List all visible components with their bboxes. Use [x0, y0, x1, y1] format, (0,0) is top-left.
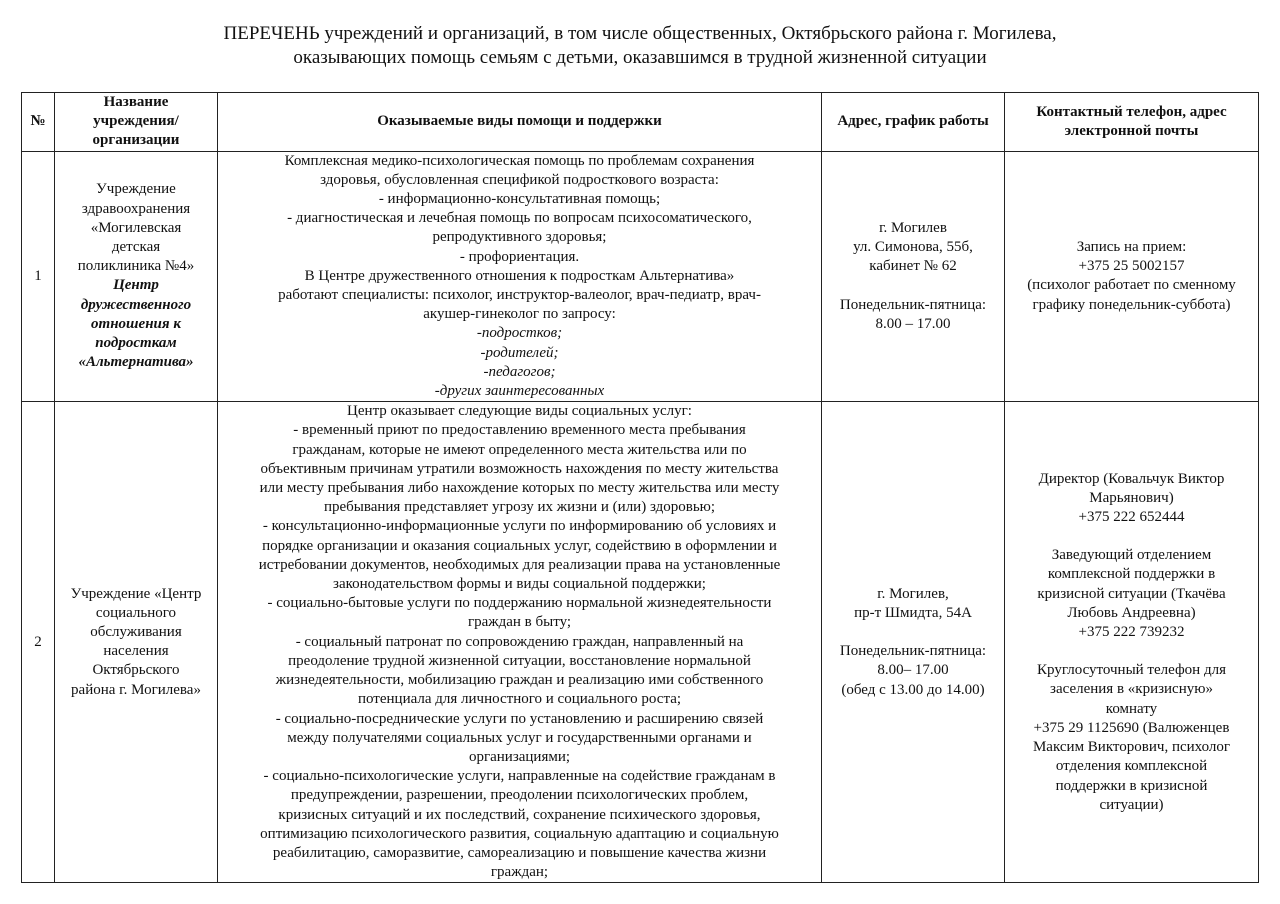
table-row — [22, 151, 1259, 402]
contact-info: Запись на прием: +375 25 5002157 (психолог работает по сменному графику понедельник-суббота) — [1005, 151, 1259, 402]
address-schedule: г. Могилев ул. Симонова, 55б, кабинет № 62 Понедельник-пятница: 8.00 – 17.00 — [822, 151, 1005, 402]
services-description: Центр оказывает следующие виды социальных услуг: - временный приют по предоставлению временного места пребывания гражданам, которые не имеют определенного места жительства или по объективным причинам утратили возможность нахождения по месту жительства или месту пребывания либо нахождение которых по месту жительства или месту пребывания представляет угрозу их жизни и (или) здоровью; - консультационно-информационные услуги по информированию об условиях и порядке организации и оказания социальных услуг, содействию в оформлении и истребовании документов, необходимых для реализации права на установленные законодательством формы и виды социальной поддержки; - социально-бытовые услуги по поддержанию нормальной жизнедеятельности граждан в быту; - социальный патронат по сопровождению граждан, направленный на преодоление трудной жизненной ситуации, восстановление нормальной жизнедеятельности, мобилизацию граждан и реализацию ими собственного потенциала для личностного и социального роста; - социально-посреднические услуги по установлению и расширению связей между получателями социальных услуг и государственными органами и организациями; - социально-психологические услуги, направленные на содействие гражданам в предупреждении, разрешении, преодолении психологических проблем, кризисных ситуаций и их последствий, сохранение психического здоровья, оптимизацию психологического развития, социальную адаптацию и социальную реабилитацию, саморазвитие, самореализацию и повышение качества жизни граждан; — [218, 402, 822, 883]
header-number: № — [22, 93, 55, 152]
table-header-row — [22, 93, 1259, 152]
services-description: Комплексная медико-психологическая помощь по проблемам сохранения здоровья, обусловленная спецификой подросткового возраста: - информационно-консультативная помощь; - диагностическая и лечебная помощь по вопросам психосоматического, репродуктивного здоровья; - профориентация. В Центре дружественного отношения к подросткам Альтернатива» работают специалисты: психолог, инструктор-валеолог, врач-педиатр, врач- акушер-гинеколог по запросу: -подростков; -родителей; -педагогов; -других заинтересованных — [218, 151, 822, 402]
contact-info: Директор (Ковальчук Виктор Марьянович) +375 222 652444 Заведующий отделением комплексной поддержки в кризисной ситуации (Ткачёва Любовь Андреевна) +375 222 739232 Круглосуточный телефон для заселения в «кризисную» комнату +375 29 1125690 (Валюженцев Максим Викторович, психолог отделения комплексной поддержки в кризисной ситуации) — [1005, 402, 1259, 883]
header-contact: Контактный телефон, адрес электронной почты — [1005, 93, 1259, 152]
row-number: 2 — [22, 402, 55, 883]
organization-name: Учреждение «Центр социального обслуживания населения Октябрьского района г. Могилева» — [55, 402, 218, 883]
header-organization: Название учреждения/ организации — [55, 93, 218, 152]
organizations-table — [21, 92, 1259, 883]
title-line-1: ПЕРЕЧЕНЬ учреждений и организаций, в том числе общественных, Октябрьского района г. Могилева, — [223, 23, 1057, 44]
header-services: Оказываемые виды помощи и поддержки — [218, 93, 822, 152]
table-row — [22, 402, 1259, 883]
title-line-2: оказывающих помощь семьям с детьми, оказавшимся в трудной жизненной ситуации — [293, 47, 987, 68]
row-number: 1 — [22, 151, 55, 402]
header-address: Адрес, график работы — [822, 93, 1005, 152]
address-schedule: г. Могилев, пр-т Шмидта, 54А Понедельник-пятница: 8.00– 17.00 (обед с 13.00 до 14.00) — [822, 402, 1005, 883]
document-title — [0, 22, 1280, 70]
organization-name: Учреждение здравоохранения «Могилевская детская поликлиника №4» Центр дружественного отношения к подросткам «Альтернатива» — [55, 151, 218, 402]
